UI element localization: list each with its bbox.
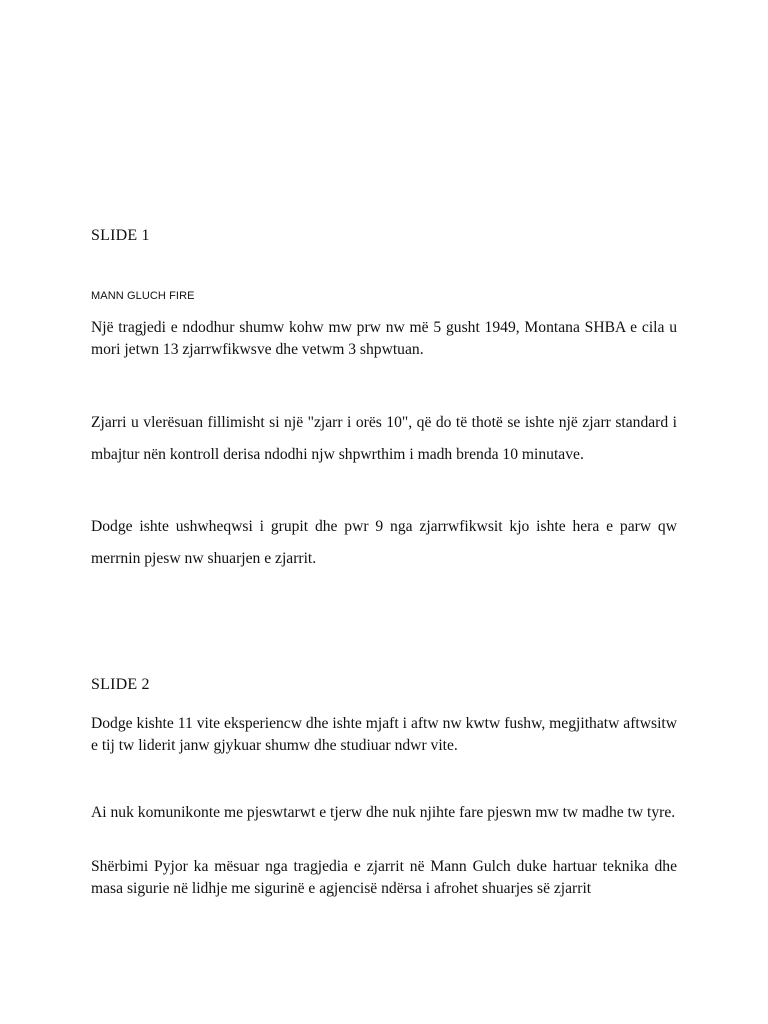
slide-1-paragraph-2: Zjarri u vlerësuan fillimisht si një "zjarr i orës 10", që do të thotë se ishte një zjarr standard i mbajtur nën kontroll derisa ndodhi njw shpwrthim i madh brenda 10 minutave.	[91, 414, 677, 463]
slide-2-heading: SLIDE 2	[91, 676, 150, 693]
slide-1-subtitle: MANN GLUCH FIRE	[91, 290, 195, 302]
slide-1-paragraph-3: Dodge ishte ushwheqwsi i grupit dhe pwr 9 nga zjarrwfikwsit kjo ishte hera e parw qw merrnin pjesw nw shuarjen e zjarrit.	[91, 518, 677, 567]
slide-2-paragraph-1: Dodge kishte 11 vite eksperiencw dhe ishte mjaft i aftw nw kwtw fushw, megjithatw aftwsitw e tij tw liderit janw gjykuar shumw dhe studiuar ndwr vite.	[91, 715, 677, 754]
slide-2-paragraph-3: Shërbimi Pyjor ka mësuar nga tragjedia e zjarrit në Mann Gulch duke hartuar teknika dhe masa sigurie në lidhje me sigurinë e agjencisë ndërsa i afrohet shuarjes së zjarrit	[91, 858, 677, 897]
slide-2-paragraph-2: Ai nuk komunikonte me pjeswtarwt e tjerw dhe nuk njihte fare pjeswn mw tw madhe tw tyre.	[91, 804, 676, 821]
slide-1-heading: SLIDE 1	[91, 227, 150, 244]
slide-1-paragraph-1: Një tragjedi e ndodhur shumw kohw mw prw nw më 5 gusht 1949, Montana SHBA e cila u mori jetwn 13 zjarrwfikwsve dhe vetwm 3 shpwtuan.	[91, 319, 677, 358]
